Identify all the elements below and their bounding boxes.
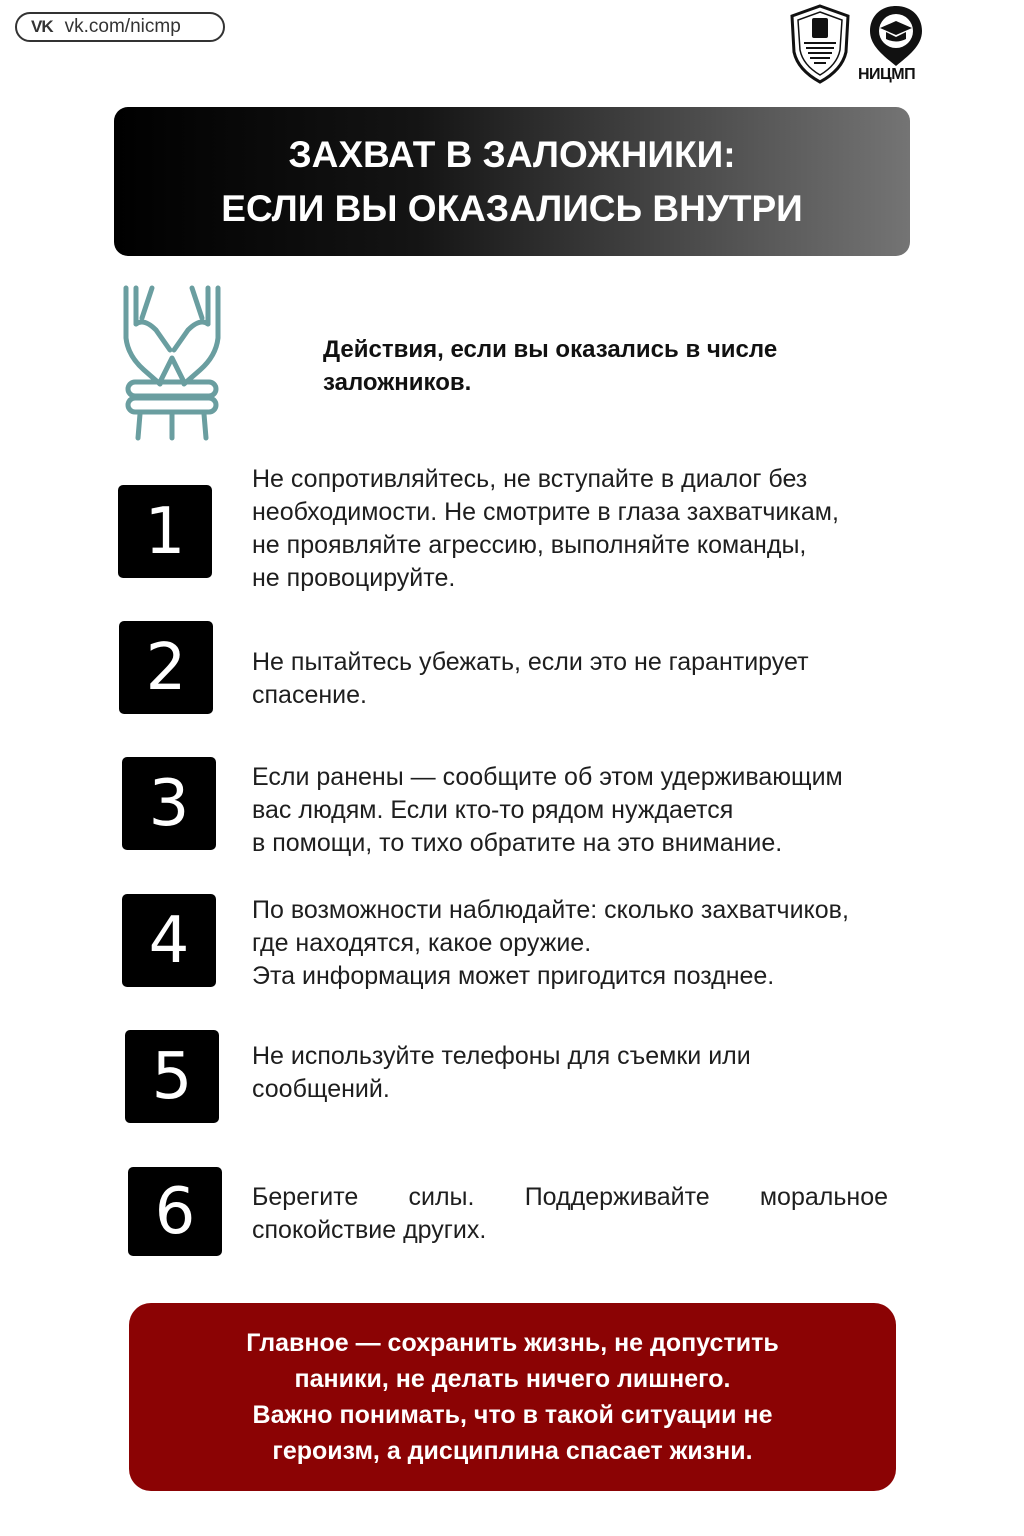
vk-icon: VK <box>31 17 53 36</box>
key-message-line-4: героизм, а дисциплина спасает жизни. <box>272 1437 753 1465</box>
title-banner <box>114 107 910 256</box>
key-message-line-1: Главное — сохранить жизнь, не допустить <box>246 1329 779 1357</box>
graduation-cap-pin-icon <box>866 4 926 68</box>
header-logos <box>788 4 948 88</box>
item-text-6: Берегите силы. Поддерживайте моральное спокойствие других. <box>252 1183 888 1244</box>
emblem-shield-icon <box>788 4 852 84</box>
title-line-1: ЗАХВАТ В ЗАЛОЖНИКИ: <box>288 133 736 175</box>
org-logo-text: НИЦМП <box>858 66 916 83</box>
item-text-3: Если ранены — сообщите об этом удерживающим вас людям. Если кто-то рядом нуждается в помощи, то тихо обратите на это внимание. <box>252 763 843 857</box>
key-message-line-2: паники, не делать ничего лишнего. <box>294 1365 731 1393</box>
intro-text: Действия, если вы оказались в числе заложников. <box>323 336 778 396</box>
item-text-5: Не используйте телефоны для съемки или сообщений. <box>252 1042 751 1103</box>
item-number-1: 1 <box>118 485 212 578</box>
tied-hands-icon <box>116 278 228 442</box>
item-number-5: 5 <box>125 1030 219 1123</box>
key-message-box <box>129 1303 896 1491</box>
item-number-4: 4 <box>122 894 216 987</box>
vk-link[interactable] <box>15 12 225 42</box>
item-text-4: По возможности наблюдайте: сколько захватчиков, где находятся, какое оружие. Эта информация может пригодится позднее. <box>252 896 849 990</box>
item-number-6: 6 <box>128 1167 222 1256</box>
title-line-2: ЕСЛИ ВЫ ОКАЗАЛИСЬ ВНУТРИ <box>221 187 803 229</box>
item-text-1: Не сопротивляйтесь, не вступайте в диалог без необходимости. Не смотрите в глаза захватчикам, не проявляйте агрессию, выполняйте команды, не провоцируйте. <box>252 465 839 592</box>
item-number-3: 3 <box>122 757 216 850</box>
item-text-2: Не пытайтесь убежать, если это не гарантирует спасение. <box>252 648 809 709</box>
key-message-line-3: Важно понимать, что в такой ситуации не <box>252 1401 773 1429</box>
vk-link-text: vk.com/nicmp <box>64 16 181 37</box>
item-number-2: 2 <box>119 621 213 714</box>
